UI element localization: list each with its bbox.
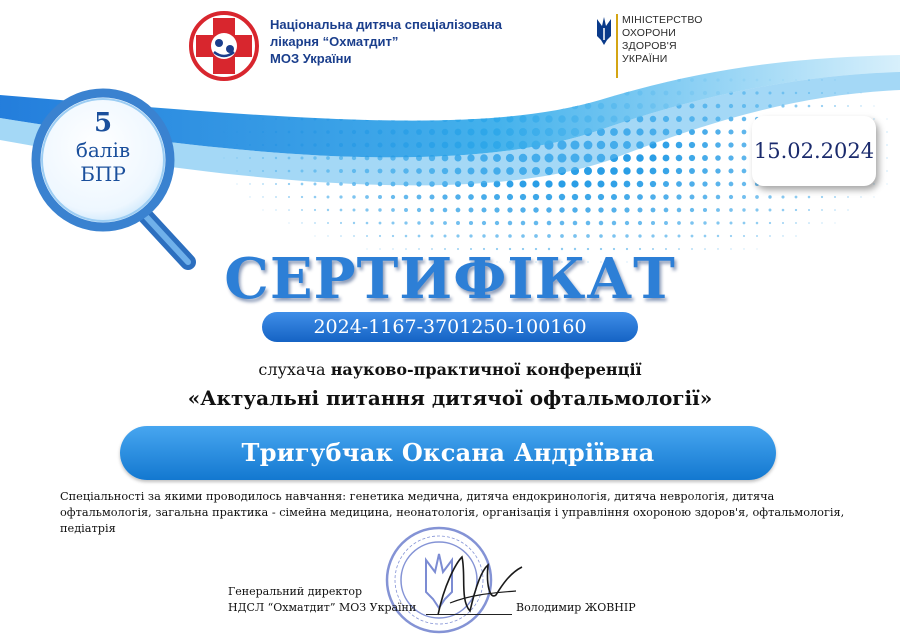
okhmatdyt-logo xyxy=(191,13,257,79)
bpr-points: 5 xyxy=(93,108,113,138)
bpr-unit: балів xyxy=(75,138,131,162)
specialties-text: Спеціальності за якими проводилось навчання: генетика медична, дитяча ендокринологія, дитяча неврологія, дитяча офтальмологія, загальна практика - сімейна медицина, неонатологія, організація і управління охороною здоров'я, офтальмологія, педіатрія xyxy=(60,490,845,535)
director-position xyxy=(228,584,416,616)
listener-line xyxy=(0,360,900,379)
listener-event: науково-практичної конференції xyxy=(330,360,642,379)
certificate-title: СЕРТИФІКАТ xyxy=(224,246,676,312)
hospital-name-line: Національна дитяча спеціалізована xyxy=(270,17,503,32)
certificate-number: 2024-1167-3701250-100160 xyxy=(262,312,638,342)
ministry-text-line: МІНІСТЕРСТВО xyxy=(622,14,703,26)
signature xyxy=(430,545,530,620)
ministry-text-line: ОХОРОНИ xyxy=(622,27,676,39)
ministry-text xyxy=(622,14,703,66)
bpr-label: БПР xyxy=(80,162,126,186)
ministry-text-line: УКРАЇНИ xyxy=(622,53,668,65)
director-position-line: НДСЛ “Охматдит” МОЗ України xyxy=(228,601,417,614)
certificate-date: 15.02.2024 xyxy=(752,116,876,186)
hospital-name-line: лікарня “Охматдит” xyxy=(270,34,399,49)
conference-title: «Актуальні питання дитячої офтальмології» xyxy=(187,386,713,410)
director-position-line: Генеральний директор xyxy=(228,585,362,598)
bpr-points-badge xyxy=(40,108,166,186)
signature-line xyxy=(426,614,512,615)
hospital-name-line: МОЗ України xyxy=(270,51,352,66)
hospital-name xyxy=(270,16,502,67)
ministry-divider xyxy=(616,14,618,78)
ministry-text-line: ЗДОРОВ'Я xyxy=(622,40,677,52)
director-name: Володимир ЖОВНІР xyxy=(516,601,636,614)
listener-prefix: слухача xyxy=(258,360,326,379)
trident-icon xyxy=(595,16,613,46)
recipient-name: Тригубчак Оксана Андріївна xyxy=(120,426,776,480)
